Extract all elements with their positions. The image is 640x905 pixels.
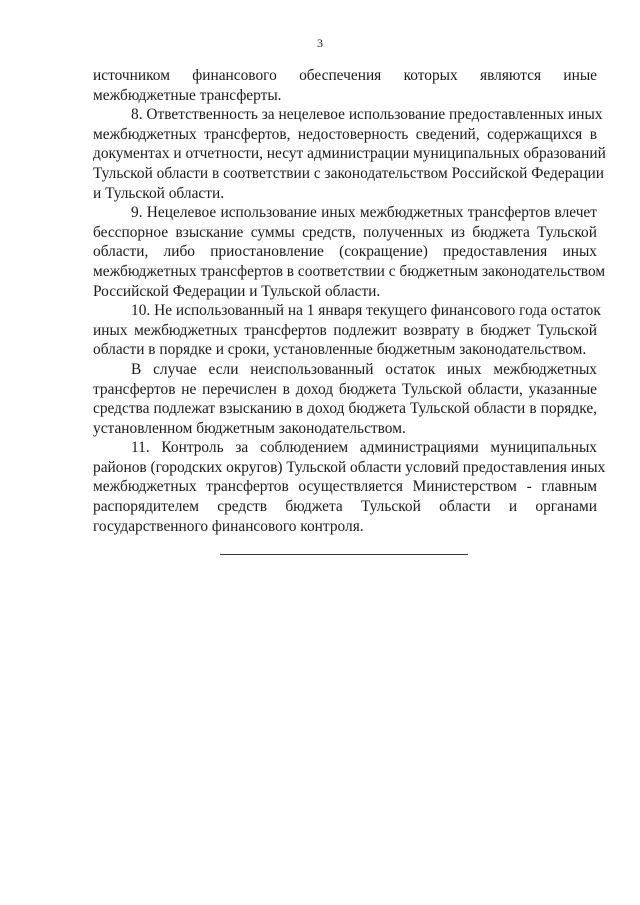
text-line: источником финансового обеспечения которых являются иные	[93, 67, 597, 84]
text-line: Тульской области в соответствии с законодательством Российской Федерации	[93, 164, 604, 182]
text-line: установленном бюджетным законодательством.	[93, 419, 406, 437]
text-line: области, либо приостановление (сокращение) предоставления иных	[93, 243, 597, 261]
text-line: трансфертов не перечислен в доход бюджета Тульской области, указанные	[93, 380, 597, 398]
text-line: В случае если неиспользованный остаток иных межбюджетных	[131, 360, 597, 378]
document-body	[93, 66, 606, 536]
text-line: иных межбюджетных трансфертов подлежит возврату в бюджет Тульской	[93, 321, 597, 339]
page-number: 3	[317, 36, 323, 50]
text-line: и Тульской области.	[93, 184, 225, 202]
text-line: области в порядке и сроки, установленные бюджетным законодательством.	[93, 341, 587, 359]
text-line: документах и отчетности, несут администрации муниципальных образований	[93, 145, 606, 163]
text-line: межбюджетных трансфертов в соответствии с бюджетным законодательством	[93, 262, 606, 280]
text-line: распорядителем средств бюджета Тульской области и органами	[93, 498, 597, 516]
text-line: 10. Не использованный на 1 января текущего финансового года остаток	[131, 302, 601, 320]
text-line: 11. Контроль за соблюдением администрациями муниципальных	[131, 439, 597, 457]
text-line: межбюджетных трансфертов, недостоверность сведений, содержащихся в	[93, 125, 597, 143]
text-line: средства подлежат взысканию в доход бюджета Тульской области в порядке,	[93, 400, 597, 418]
text-line: 9. Нецелевое использование иных межбюджетных трансфертов влечет	[131, 204, 597, 222]
end-separator-line	[220, 554, 468, 555]
text-line: Российской Федерации и Тульской области.	[93, 282, 381, 300]
text-line: бесспорное взыскание суммы средств, полученных из бюджета Тульской	[93, 223, 597, 241]
text-line: государственного финансового контроля.	[93, 517, 364, 535]
text-line: районов (городских округов) Тульской области условий предоставления иных	[93, 458, 606, 476]
text-line: 8. Ответственность за нецелевое использование предоставленных иных	[131, 106, 603, 124]
text-line: межбюджетных трансфертов осуществляется Министерством - главным	[93, 478, 597, 496]
text-line: межбюджетные трансферты.	[93, 86, 282, 104]
